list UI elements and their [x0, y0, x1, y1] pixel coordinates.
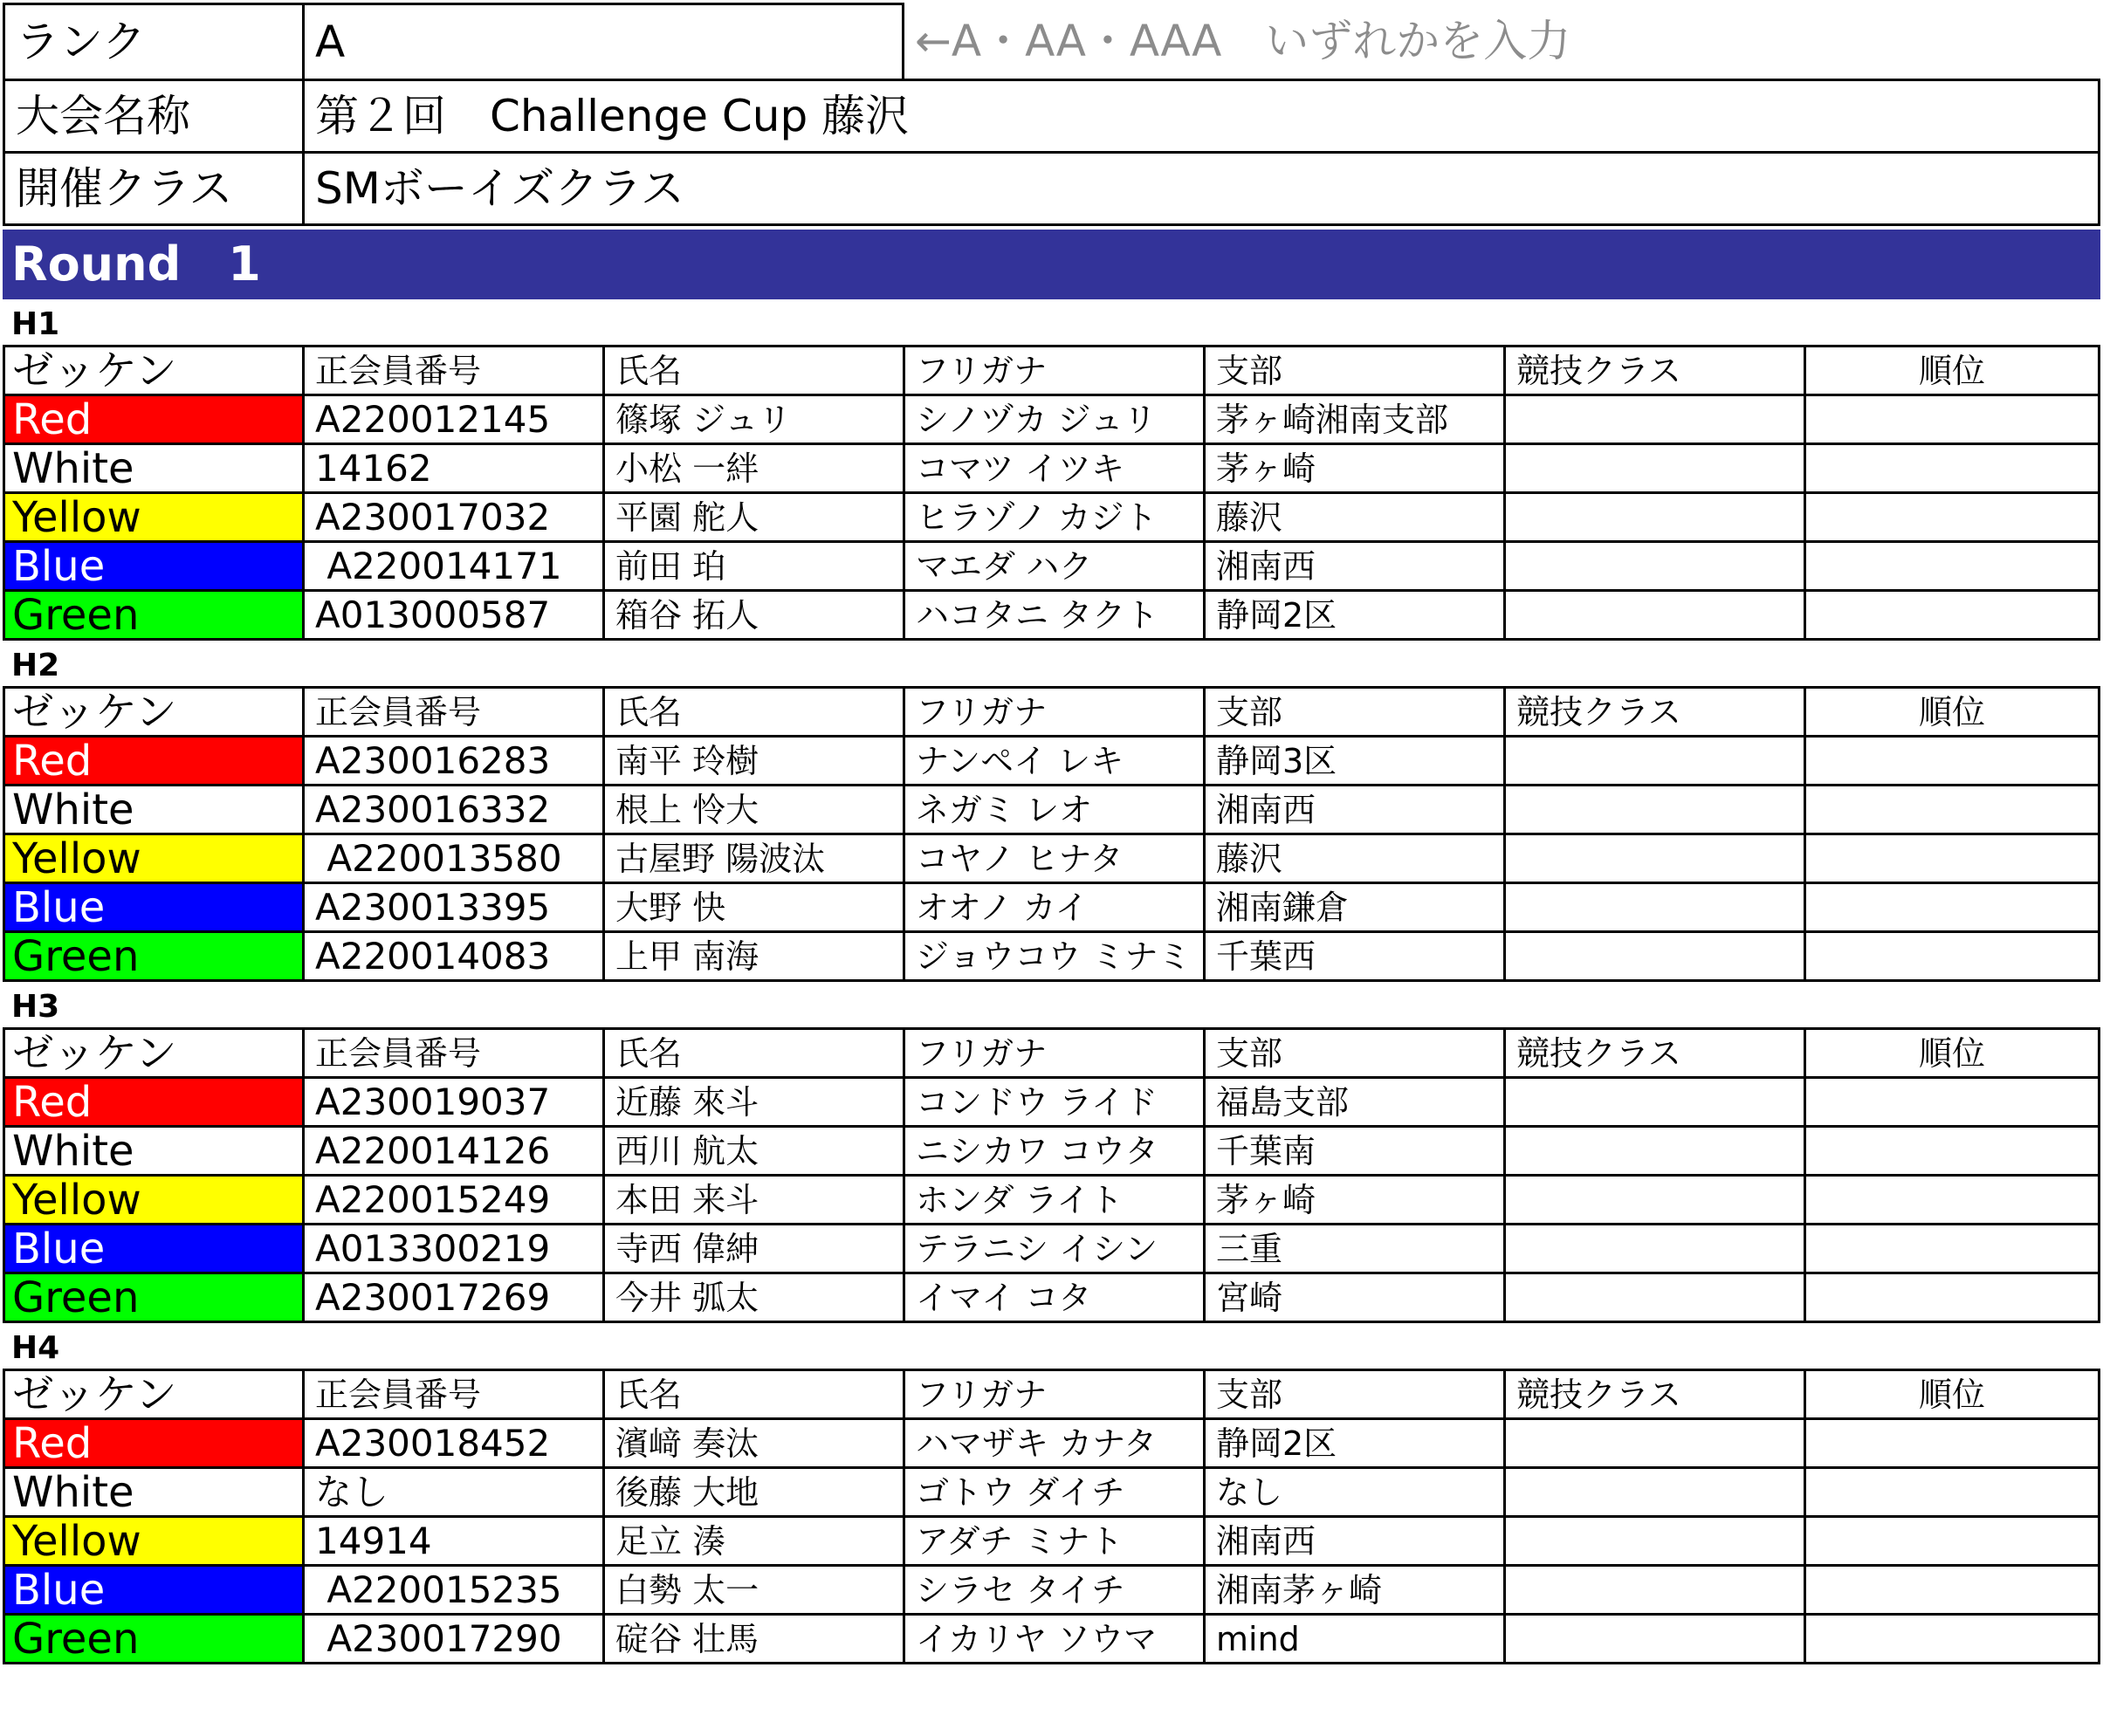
heat-header-row	[4, 1370, 2100, 1419]
column-header-branch: 支部	[1205, 347, 1505, 395]
branch-cell: 茅ヶ崎	[1205, 444, 1505, 493]
branch-cell: 茅ヶ崎	[1205, 1176, 1505, 1225]
member-number-cell[interactable]: A230017032	[304, 493, 604, 542]
name-cell: 平園 舵人	[604, 493, 904, 542]
name-cell: 白勢 太一	[604, 1566, 904, 1615]
competition-class-cell[interactable]	[1505, 737, 1805, 786]
event-name-label: 大会名称	[4, 80, 304, 153]
rank-cell[interactable]	[1805, 542, 2100, 591]
member-number-cell[interactable]: A220015249	[304, 1176, 604, 1225]
name-cell: 大野 快	[604, 883, 904, 932]
rank-cell[interactable]	[1805, 444, 2100, 493]
furigana-cell: コヤノ ヒナタ	[904, 834, 1205, 883]
furigana-cell: アダチ ミナト	[904, 1517, 1205, 1566]
branch-cell: 福島支部	[1205, 1078, 1505, 1127]
name-cell: 濱﨑 奏汰	[604, 1419, 904, 1468]
competition-class-cell[interactable]	[1505, 834, 1805, 883]
table-row	[4, 542, 2100, 591]
branch-cell: 千葉南	[1205, 1127, 1505, 1176]
furigana-cell: テラニシ イシン	[904, 1225, 1205, 1273]
bib-cell: Green	[4, 1273, 304, 1322]
table-row	[4, 1127, 2100, 1176]
bib-cell: Yellow	[4, 493, 304, 542]
table-row	[4, 1468, 2100, 1517]
member-number-cell[interactable]: A230017290	[304, 1615, 604, 1664]
furigana-cell: シノヅカ ジュリ	[904, 395, 1205, 444]
member-number-cell[interactable]: A220013580	[304, 834, 604, 883]
column-header-competition-class: 競技クラス	[1505, 1370, 1805, 1419]
table-row	[4, 395, 2100, 444]
competition-class-cell[interactable]	[1505, 591, 1805, 640]
furigana-cell: コンドウ ライド	[904, 1078, 1205, 1127]
heat-header-row	[4, 688, 2100, 737]
furigana-cell: ゴトウ ダイチ	[904, 1468, 1205, 1517]
column-header-rank: 順位	[1805, 347, 2100, 395]
competition-class-cell[interactable]	[1505, 493, 1805, 542]
column-header-furigana: フリガナ	[904, 1370, 1205, 1419]
furigana-cell: コマツ イツキ	[904, 444, 1205, 493]
column-header-bib: ゼッケン	[4, 688, 304, 737]
event-name-input[interactable]: 第２回 Challenge Cup 藤沢	[304, 80, 2100, 153]
heats-container	[3, 299, 2100, 1664]
member-number-cell[interactable]: A230018452	[304, 1419, 604, 1468]
competition-class-cell[interactable]	[1505, 1517, 1805, 1566]
competition-class-cell[interactable]	[1505, 1078, 1805, 1127]
branch-cell: mind	[1205, 1615, 1505, 1664]
column-header-furigana: フリガナ	[904, 688, 1205, 737]
table-row	[4, 786, 2100, 834]
name-cell: 古屋野 陽波汰	[604, 834, 904, 883]
column-header-rank: 順位	[1805, 1029, 2100, 1078]
competition-class-cell[interactable]	[1505, 1566, 1805, 1615]
member-number-cell[interactable]: A220014126	[304, 1127, 604, 1176]
heat-title: H3	[11, 989, 60, 1025]
column-header-branch: 支部	[1205, 1370, 1505, 1419]
branch-cell: 茅ヶ崎湘南支部	[1205, 395, 1505, 444]
rank-cell[interactable]	[1805, 1273, 2100, 1322]
bib-cell: Red	[4, 395, 304, 444]
table-row	[4, 883, 2100, 932]
column-header-name: 氏名	[604, 1029, 904, 1078]
bib-cell: Red	[4, 1078, 304, 1127]
name-cell: 西川 航太	[604, 1127, 904, 1176]
heat-header-row	[4, 347, 2100, 395]
heat-table	[3, 1027, 2100, 1323]
column-header-bib: ゼッケン	[4, 1370, 304, 1419]
branch-cell: 静岡3区	[1205, 737, 1505, 786]
competition-class-cell[interactable]	[1505, 1419, 1805, 1468]
member-number-cell[interactable]: A230017269	[304, 1273, 604, 1322]
heat-title: H4	[11, 1330, 60, 1366]
competition-class-cell[interactable]	[1505, 1273, 1805, 1322]
furigana-cell: ニシカワ コウタ	[904, 1127, 1205, 1176]
bib-cell: Blue	[4, 1225, 304, 1273]
member-number-cell[interactable]: A230013395	[304, 883, 604, 932]
bib-cell: Red	[4, 737, 304, 786]
rank-cell[interactable]	[1805, 1468, 2100, 1517]
branch-cell: 静岡2区	[1205, 1419, 1505, 1468]
bib-cell: White	[4, 1127, 304, 1176]
rank-cell[interactable]	[1805, 591, 2100, 640]
column-header-branch: 支部	[1205, 688, 1505, 737]
column-header-rank: 順位	[1805, 1370, 2100, 1419]
table-row	[4, 932, 2100, 981]
event-info-table	[3, 3, 2100, 226]
heat-table	[3, 686, 2100, 982]
round-title: Round 1	[3, 230, 2100, 299]
furigana-cell: ハコタニ タクト	[904, 591, 1205, 640]
competition-class-cell[interactable]	[1505, 1225, 1805, 1273]
event-name-row	[4, 80, 2100, 153]
furigana-cell: イマイ コタ	[904, 1273, 1205, 1322]
column-header-name: 氏名	[604, 347, 904, 395]
bib-cell: Red	[4, 1419, 304, 1468]
table-row	[4, 591, 2100, 640]
event-class-row	[4, 153, 2100, 225]
rank-cell[interactable]	[1805, 395, 2100, 444]
rank-hint: ←A・AA・AAA いずれかを入力	[915, 16, 1571, 67]
event-class-input[interactable]: SMボーイズクラス	[304, 153, 2100, 225]
competition-class-cell[interactable]	[1505, 395, 1805, 444]
column-header-bib: ゼッケン	[4, 1029, 304, 1078]
name-cell: 碇谷 壮馬	[604, 1615, 904, 1664]
bib-cell: Blue	[4, 1566, 304, 1615]
competition-class-cell[interactable]	[1505, 883, 1805, 932]
member-number-cell[interactable]: A230016332	[304, 786, 604, 834]
branch-cell: 湘南鎌倉	[1205, 883, 1505, 932]
branch-cell: 三重	[1205, 1225, 1505, 1273]
rank-cell[interactable]	[1805, 1225, 2100, 1273]
name-cell: 近藤 來斗	[604, 1078, 904, 1127]
rank-cell[interactable]	[1805, 883, 2100, 932]
competition-class-cell[interactable]	[1505, 1176, 1805, 1225]
event-class-label: 開催クラス	[4, 153, 304, 225]
competition-class-cell[interactable]	[1505, 1468, 1805, 1517]
table-row	[4, 737, 2100, 786]
bib-cell: Blue	[4, 883, 304, 932]
column-header-rank: 順位	[1805, 688, 2100, 737]
column-header-member-number: 正会員番号	[304, 688, 604, 737]
member-number-cell[interactable]: A013000587	[304, 591, 604, 640]
rank-cell[interactable]	[1805, 1078, 2100, 1127]
heat-table	[3, 1369, 2100, 1664]
rank-cell[interactable]	[1805, 1419, 2100, 1468]
heat-table	[3, 345, 2100, 641]
member-number-cell[interactable]: A013300219	[304, 1225, 604, 1273]
heat-title: H2	[11, 648, 60, 683]
table-row	[4, 1419, 2100, 1468]
column-header-competition-class: 競技クラス	[1505, 1029, 1805, 1078]
rank-cell[interactable]	[1805, 834, 2100, 883]
column-header-name: 氏名	[604, 1370, 904, 1419]
rank-cell[interactable]	[1805, 1566, 2100, 1615]
column-header-member-number: 正会員番号	[304, 1029, 604, 1078]
furigana-cell: イカリヤ ソウマ	[904, 1615, 1205, 1664]
branch-cell: 藤沢	[1205, 834, 1505, 883]
table-row	[4, 1615, 2100, 1664]
column-header-furigana: フリガナ	[904, 1029, 1205, 1078]
table-row	[4, 1273, 2100, 1322]
branch-cell: 宮崎	[1205, 1273, 1505, 1322]
name-cell: 南平 玲樹	[604, 737, 904, 786]
bib-cell: Yellow	[4, 1517, 304, 1566]
heat-header-row	[4, 1029, 2100, 1078]
branch-cell: 静岡2区	[1205, 591, 1505, 640]
furigana-cell: マエダ ハク	[904, 542, 1205, 591]
name-cell: 後藤 大地	[604, 1468, 904, 1517]
name-cell: 今井 弧太	[604, 1273, 904, 1322]
table-row	[4, 493, 2100, 542]
rank-label: ランク	[4, 4, 304, 80]
member-number-cell[interactable]: A220014171	[304, 542, 604, 591]
table-row	[4, 1176, 2100, 1225]
rank-input[interactable]: A	[304, 4, 904, 80]
column-header-competition-class: 競技クラス	[1505, 347, 1805, 395]
name-cell: 篠塚 ジュリ	[604, 395, 904, 444]
branch-cell: なし	[1205, 1468, 1505, 1517]
branch-cell: 千葉西	[1205, 932, 1505, 981]
rank-cell[interactable]	[1805, 737, 2100, 786]
member-number-cell[interactable]: A220015235	[304, 1566, 604, 1615]
furigana-cell: ナンペイ レキ	[904, 737, 1205, 786]
column-header-furigana: フリガナ	[904, 347, 1205, 395]
bib-cell: White	[4, 786, 304, 834]
name-cell: 根上 怜大	[604, 786, 904, 834]
name-cell: 本田 来斗	[604, 1176, 904, 1225]
name-cell: 前田 珀	[604, 542, 904, 591]
furigana-cell: ネガミ レオ	[904, 786, 1205, 834]
branch-cell: 湘南西	[1205, 542, 1505, 591]
name-cell: 足立 湊	[604, 1517, 904, 1566]
bib-cell: Green	[4, 1615, 304, 1664]
competition-class-cell[interactable]	[1505, 1615, 1805, 1664]
name-cell: 小松 一絆	[604, 444, 904, 493]
name-cell: 寺西 偉紳	[604, 1225, 904, 1273]
furigana-cell: ジョウコウ ミナミ	[904, 932, 1205, 981]
column-header-bib: ゼッケン	[4, 347, 304, 395]
rank-cell[interactable]	[1805, 1127, 2100, 1176]
column-header-member-number: 正会員番号	[304, 347, 604, 395]
rank-row	[4, 4, 2100, 80]
member-number-cell[interactable]: なし	[304, 1468, 604, 1517]
furigana-cell: ヒラゾノ カジト	[904, 493, 1205, 542]
competition-class-cell[interactable]	[1505, 1127, 1805, 1176]
rank-cell[interactable]	[1805, 1176, 2100, 1225]
column-header-branch: 支部	[1205, 1029, 1505, 1078]
furigana-cell: オオノ カイ	[904, 883, 1205, 932]
member-number-cell[interactable]: A230019037	[304, 1078, 604, 1127]
bib-cell: Yellow	[4, 1176, 304, 1225]
table-row	[4, 1225, 2100, 1273]
bib-cell: White	[4, 444, 304, 493]
column-header-name: 氏名	[604, 688, 904, 737]
name-cell: 箱谷 拓人	[604, 591, 904, 640]
competition-class-cell[interactable]	[1505, 444, 1805, 493]
branch-cell: 藤沢	[1205, 493, 1505, 542]
member-number-cell[interactable]: A220012145	[304, 395, 604, 444]
branch-cell: 湘南西	[1205, 1517, 1505, 1566]
table-row	[4, 1078, 2100, 1127]
member-number-cell[interactable]: 14914	[304, 1517, 604, 1566]
bib-cell: Green	[4, 932, 304, 981]
rank-cell[interactable]	[1805, 932, 2100, 981]
branch-cell: 湘南西	[1205, 786, 1505, 834]
heat-sheet	[3, 3, 2100, 1664]
rank-cell[interactable]	[1805, 1517, 2100, 1566]
table-row	[4, 444, 2100, 493]
bib-cell: Yellow	[4, 834, 304, 883]
name-cell: 上甲 南海	[604, 932, 904, 981]
heat-title: H1	[11, 306, 60, 342]
table-row	[4, 834, 2100, 883]
furigana-cell: ホンダ ライト	[904, 1176, 1205, 1225]
member-number-cell[interactable]: 14162	[304, 444, 604, 493]
rank-cell[interactable]	[1805, 493, 2100, 542]
competition-class-cell[interactable]	[1505, 786, 1805, 834]
branch-cell: 湘南茅ヶ崎	[1205, 1566, 1505, 1615]
competition-class-cell[interactable]	[1505, 932, 1805, 981]
table-row	[4, 1517, 2100, 1566]
member-number-cell[interactable]: A230016283	[304, 737, 604, 786]
rank-cell[interactable]	[1805, 786, 2100, 834]
furigana-cell: ハマザキ カナタ	[904, 1419, 1205, 1468]
table-row	[4, 1566, 2100, 1615]
bib-cell: Blue	[4, 542, 304, 591]
furigana-cell: シラセ タイチ	[904, 1566, 1205, 1615]
bib-cell: White	[4, 1468, 304, 1517]
member-number-cell[interactable]: A220014083	[304, 932, 604, 981]
bib-cell: Green	[4, 591, 304, 640]
column-header-competition-class: 競技クラス	[1505, 688, 1805, 737]
column-header-member-number: 正会員番号	[304, 1370, 604, 1419]
rank-cell[interactable]	[1805, 1615, 2100, 1664]
competition-class-cell[interactable]	[1505, 542, 1805, 591]
